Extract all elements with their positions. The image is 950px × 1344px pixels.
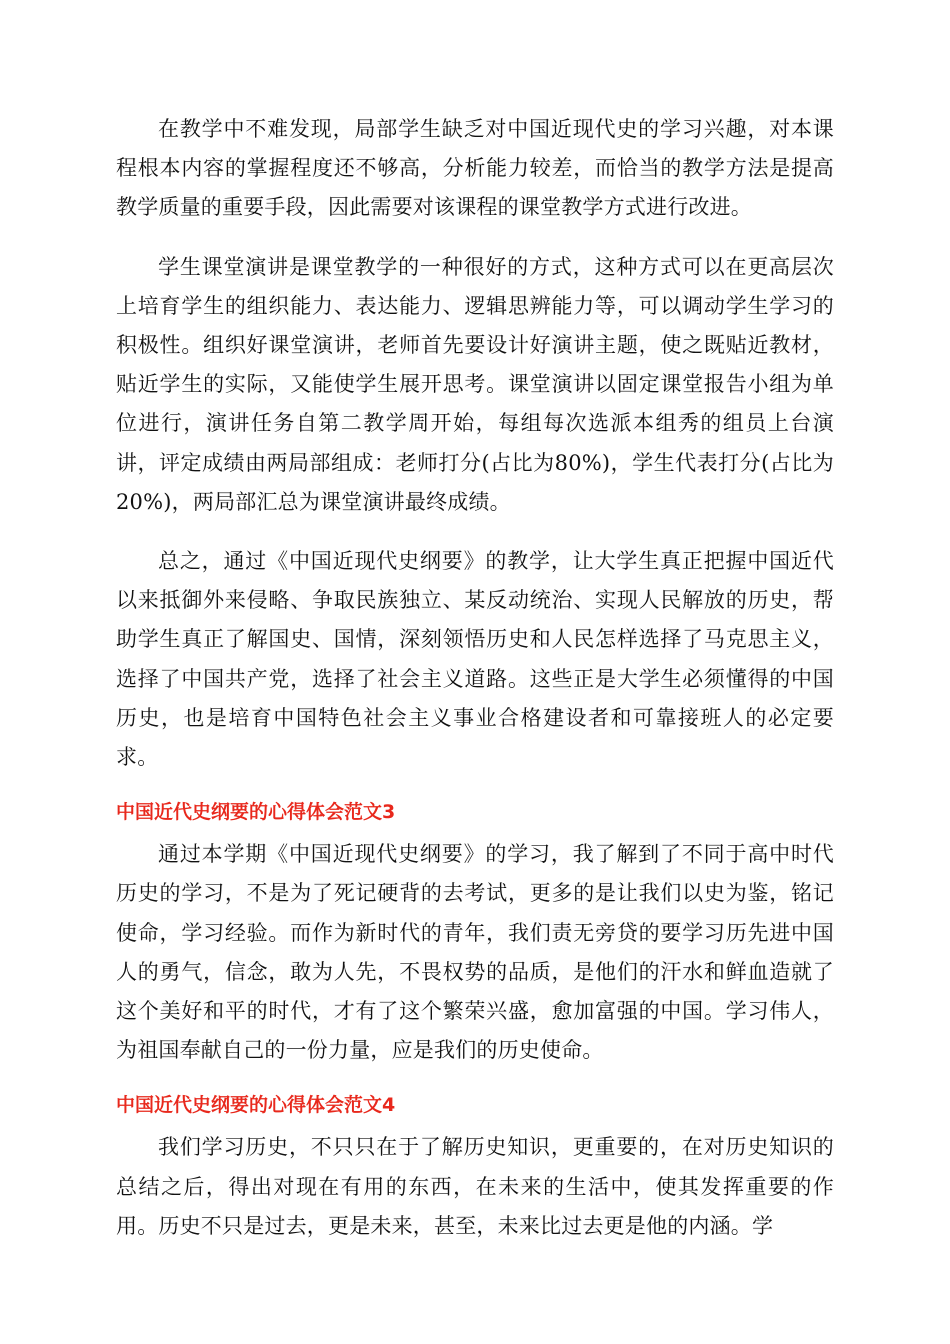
- document-page: [116, 110, 834, 1266]
- paragraph-section-3: 通过本学期《中国近现代史纲要》的学习，我了解到了不同于高中时代历史的学习，不是为了死记硬背的去考试，更多的是让我们以史为鉴，铭记使命，学习经验。而作为新时代的青年，我们责无旁贷的要学习历先进中国人的勇气，信念，敢为人先，不畏权势的品质，是他们的汗水和鲜血造就了这个美好和平的时代，才有了这个繁荣兴盛，愈加富强的中国。学习伟人，为祖国奉献自己的一份力量，应是我们的历史使命。: [116, 842, 834, 1063]
- section-heading-3: 中国近代史纲要的心得体会范文3: [116, 801, 396, 824]
- paragraph-teaching-issues: 在教学中不难发现，局部学生缺乏对中国近现代史的学习兴趣，对本课程根本内容的掌握程度还不够高，分析能力较差，而恰当的教学方法是提高教学质量的重要手段，因此需要对该课程的课堂教学方式进行改进。: [116, 117, 834, 220]
- paragraph-conclusion: 总之，通过《中国近现代史纲要》的教学，让大学生真正把握中国近代以来抵御外来侵略、争取民族独立、某反动统治、实现人民解放的历史，帮助学生真正了解国史、国情，深刻领悟历史和人民怎样选择了马克思主义，选择了中国共产党，选择了社会主义道路。这些正是大学生必须懂得的中国历史，也是培育中国特色社会主义事业合格建设者和可靠接班人的必定要求。: [116, 549, 834, 770]
- paragraph-classroom-speech: 学生课堂演讲是课堂教学的一种很好的方式，这种方式可以在更高层次上培育学生的组织能力、表达能力、逻辑思辨能力等，可以调动学生学习的积极性。组织好课堂演讲，老师首先要设计好演讲主题，使之既贴近教材，贴近学生的实际，又能使学生展开思考。课堂演讲以固定课堂报告小组为单位进行，演讲任务自第二教学周开始，每组每次选派本组秀的组员上台演讲，评定成绩由两局部组成：老师打分(占比为80%)，学生代表打分(占比为20%)，两局部汇总为课堂演讲最终成绩。: [116, 254, 834, 514]
- section-heading-4: 中国近代史纲要的心得体会范文4: [116, 1094, 396, 1117]
- paragraph-section-4: 我们学习历史，不只只在于了解历史知识，更重要的，在对历史知识的总结之后，得出对现在有用的东西，在未来的生活中，使其发挥重要的作用。历史不只是过去，更是未来，甚至，未来比过去更是他的内涵。学: [116, 1135, 834, 1238]
